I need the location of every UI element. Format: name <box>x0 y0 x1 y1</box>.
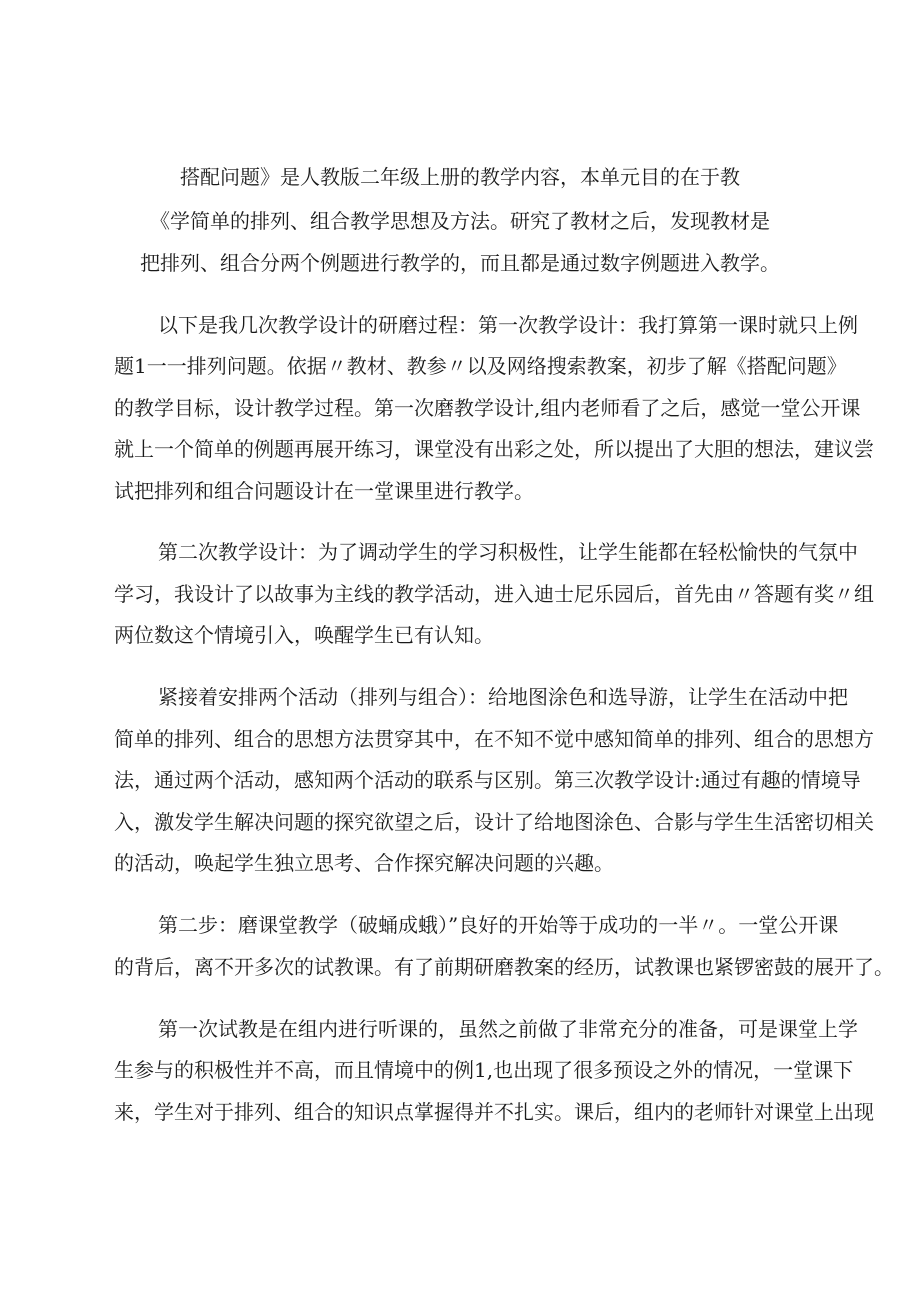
text-line: 来，学生对于排列、组合的知识点掌握得并不扎实。课后，组内的老师针对课堂上出现 <box>114 1100 874 1124</box>
text-line: 《学简单的排列、组合教学思想及方法。研究了教材之后，发现教材是 <box>150 209 770 233</box>
text-line: 搭配问题》是人教版二年级上册的教学内容，本单元目的在于教 <box>180 165 740 189</box>
text-line: 法，通过两个活动，感知两个活动的联系与区别。第三次教学设计:通过有趣的情境导 <box>114 768 861 792</box>
text-line: 题1一一排列问题。依据〃教材、教参〃以及网络搜索教案，初步了解《搭配问题》 <box>114 354 847 378</box>
text-line: 第一次试教是在组内进行听课的，虽然之前做了非常充分的准备，可是课堂上学 <box>158 1017 858 1041</box>
text-line: 的教学目标，设计教学过程。第一次磨教学设计,组内老师看了之后，感觉一堂公开课 <box>114 396 861 420</box>
text-line: 学习，我设计了以故事为主线的教学活动，进入迪士尼乐园后，首先由〃答题有奖〃组 <box>114 582 874 606</box>
text-line: 生参与的积极性并不高，而且情境中的例1,也出现了很多预设之外的情况，一堂课下 <box>114 1058 854 1082</box>
text-line: 两位数这个情境引入，唤醒学生已有认知。 <box>114 623 494 647</box>
text-line: 试把排列和组合问题设计在一堂课里进行教学。 <box>114 479 534 503</box>
text-line: 的背后，离不开多次的试教课。有了前期研磨教案的经历，试教课也紧锣密鼓的展开了。 <box>114 955 894 979</box>
text-line: 把排列、组合分两个例题进行教学的，而且都是通过数字例题进入教学。 <box>140 251 780 275</box>
text-line: 紧接着安排两个活动（排列与组合）：给地图涂色和选导游，让学生在活动中把 <box>158 685 848 709</box>
text-line: 入，激发学生解决问题的探究欲望之后，设计了给地图涂色、合影与学生生活密切相关 <box>114 810 874 834</box>
text-line: 以下是我几次教学设计的研磨过程：第一次教学设计：我打算第一课时就只上例 <box>158 313 858 337</box>
text-line: 简单的排列、组合的思想方法贯穿其中，在不知不觉中感知简单的排列、组合的思想方 <box>114 727 874 751</box>
text-line: 第二次教学设计：为了调动学生的学习积极性，让学生能都在轻松愉快的气氛中 <box>158 540 858 564</box>
text-line: 第二步：磨课堂教学（破蛹成蛾）”良好的开始等于成功的一半〃。一堂公开课 <box>158 913 839 937</box>
text-line: 的活动，唤起学生独立思考、合作探究解决问题的兴趣。 <box>114 851 614 875</box>
text-line: 就上一个简单的例题再展开练习，课堂没有出彩之处，所以提出了大胆的想法，建议尝 <box>114 437 874 461</box>
